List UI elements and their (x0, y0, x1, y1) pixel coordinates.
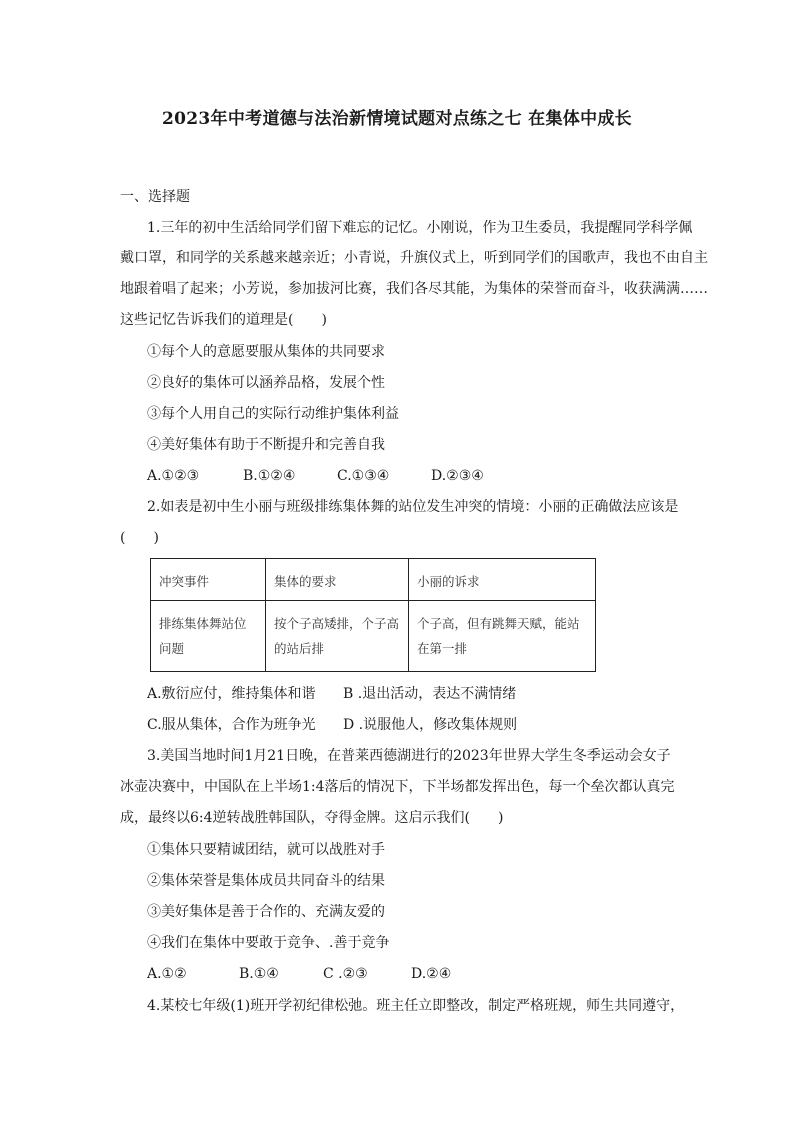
q2-line-1: 2.如表是初中生小丽与班级排练集体舞的站位发生冲突的情境：小丽的正确做法应该是 (147, 499, 679, 515)
table-cell: 个子高，但有跳舞天赋，能站在第一排 (409, 601, 596, 672)
q1-option-b: B.①②④ (243, 468, 296, 484)
q3-option-b: B.①④ (239, 966, 279, 982)
q3-line-1: 3.美国当地时间1月21日晚，在普莱西德湖进行的2023年世界大学生冬季运动会女子 (147, 748, 671, 764)
q3-line-2: 冰壶决赛中，中国队在上半场1:4落后的情况下，下半场都发挥出色，每一个垒次都认真完 (120, 779, 675, 795)
q1-line-4: 这些记忆告诉我们的道理是( ) (120, 312, 327, 328)
q3-option-d: D.②④ (411, 966, 452, 982)
table-cell: 排练集体舞站位问题 (151, 601, 266, 672)
q1-statement-4: ④美好集体有助于不断提升和完善自我 (147, 437, 385, 453)
q1-line-3: 地跟着唱了起来；小芳说，参加拔河比赛，我们各尽其能，为集体的荣誉而奋斗，收获满满…… (120, 281, 708, 297)
table-header-cell: 冲突事件 (151, 559, 266, 601)
table-row (151, 601, 596, 672)
table-header-row (151, 559, 596, 601)
q1-statement-1: ①每个人的意愿要服从集体的共同要求 (147, 344, 385, 360)
q1-statement-2: ②良好的集体可以涵养品格，发展个性 (147, 375, 385, 391)
q1-option-d: D.②③④ (431, 468, 484, 484)
q1-option-a: A.①②③ (147, 468, 200, 484)
table-header-cell: 集体的要求 (266, 559, 409, 601)
q1-line-2: 戴口罩，和同学的关系越来越亲近；小青说，升旗仪式上，听到同学们的国歌声，我也不由自主 (120, 250, 708, 266)
q3-options (147, 964, 451, 984)
q2-option-b: B .退出活动，表达不满情绪 (343, 686, 517, 702)
q1-option-c: C.①③④ (337, 468, 390, 484)
table-cell: 按个子高矮排，个子高的站后排 (266, 601, 409, 672)
table-header-cell: 小丽的诉求 (409, 559, 596, 601)
q3-statement-2: ②集体荣誉是集体成员共同奋斗的结果 (147, 873, 385, 889)
q3-statement-4: ④我们在集体中要敢于竞争、.善于竞争 (147, 935, 390, 951)
q2-options-row-1 (147, 684, 516, 704)
document-title: 2023年中考道德与法治新情境试题对点练之七 在集体中成长 (162, 109, 632, 129)
q4-line-1: 4.某校七年级(1)班开学初纪律松弛。班主任立即整改，制定严格班规，师生共同遵守， (147, 998, 685, 1014)
q2-option-c: C.服从集体，合作为班争光 (147, 717, 316, 733)
q3-option-c: C .②③ (323, 966, 368, 982)
q2-options-row-2 (147, 715, 517, 735)
q1-options (147, 466, 484, 486)
q3-statement-3: ③美好集体是善于合作的、充满友爱的 (147, 904, 385, 920)
conflict-table (150, 558, 596, 672)
q3-line-3: 成，最终以6:4逆转战胜韩国队，夺得金牌。这启示我们( ) (120, 810, 504, 826)
q1-line-1: 1.三年的初中生活给同学们留下难忘的记忆。小刚说，作为卫生委员，我提醒同学科学佩 (147, 220, 693, 236)
section-heading: 一、选择题 (120, 189, 190, 205)
q2-option-a: A.敷衍应付，维持集体和谐 (147, 686, 316, 702)
q2-option-d: D .说服他人，修改集体规则 (343, 717, 518, 733)
q3-option-a: A.①② (147, 966, 187, 982)
q2-line-2: ( ) (120, 530, 159, 546)
q3-statement-1: ①集体只要精诚团结，就可以战胜对手 (147, 842, 385, 858)
q1-statement-3: ③每个人用自己的实际行动维护集体利益 (147, 406, 399, 422)
